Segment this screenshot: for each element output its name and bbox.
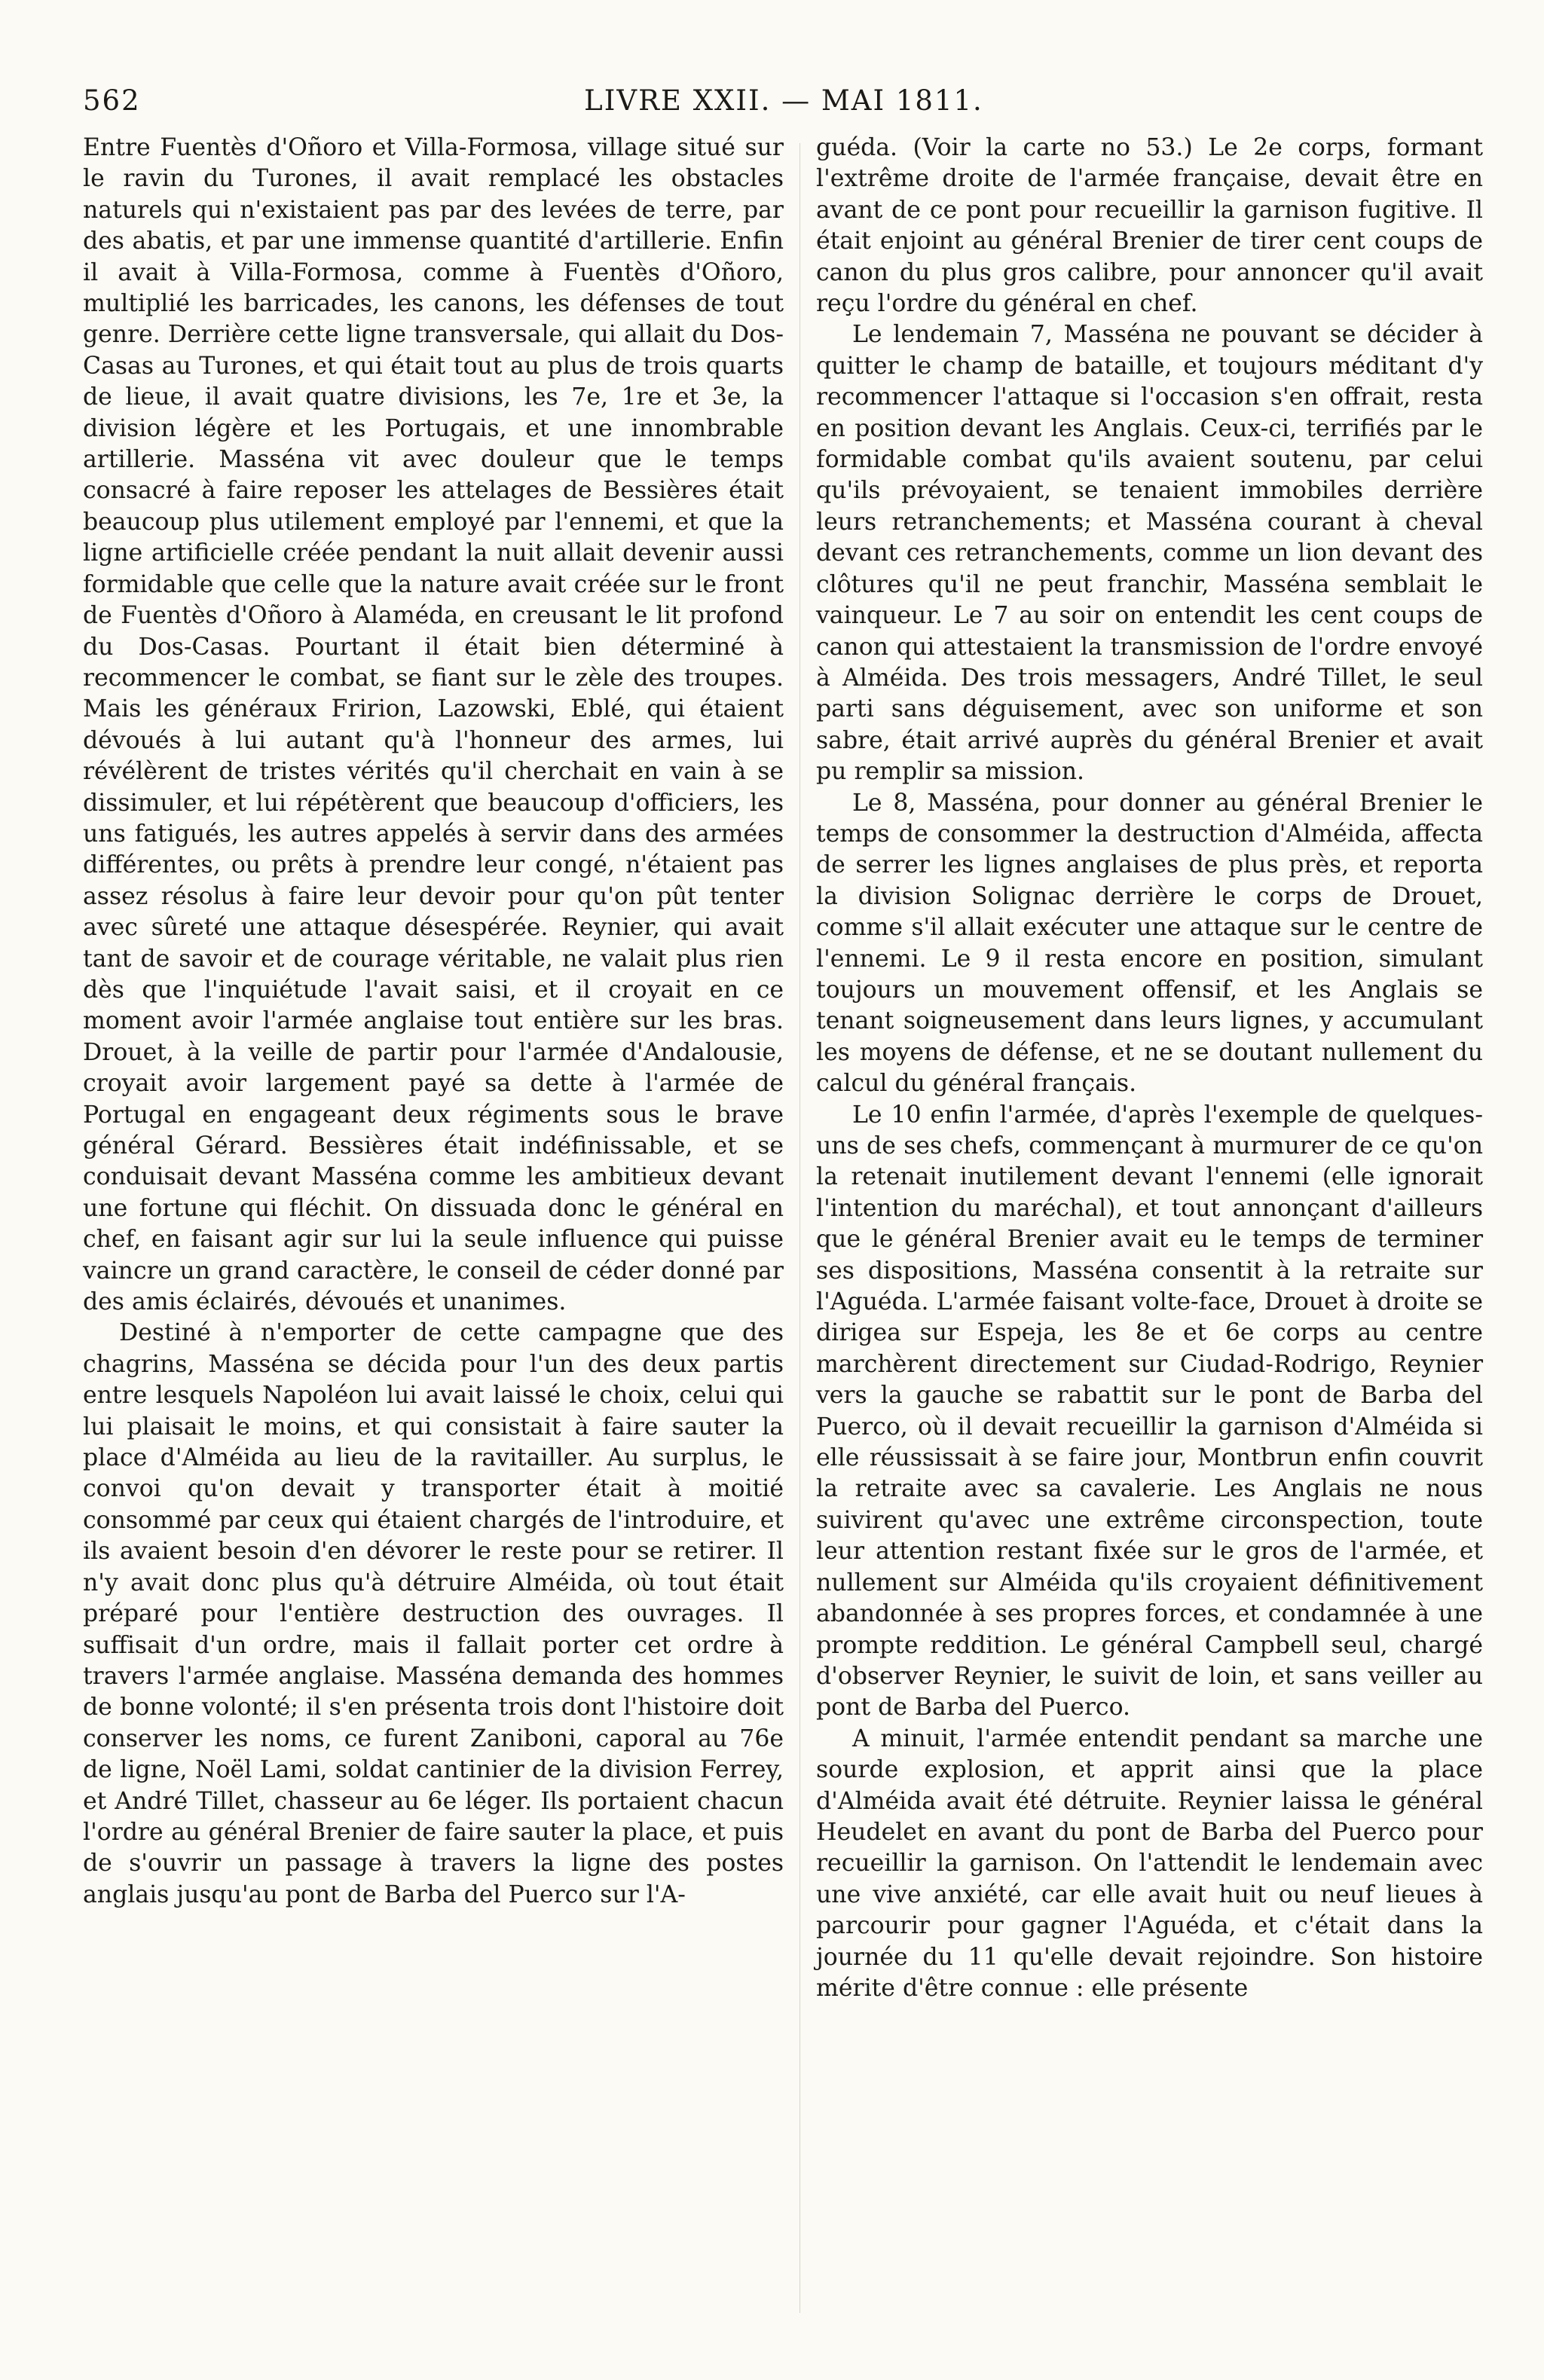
page-number: 562 bbox=[83, 84, 141, 117]
paragraph: Le 8, Masséna, pour donner au général Brenier le temps de consommer la destruction d'Alméida, affecta de serrer les lignes anglaises de plus près, et reporta la division Solignac derrière le corps de Drouet, comme s'il allait exécuter une attaque sur le centre de l'ennemi. Le 9 il resta encore en position, simulant toujours un mouvement offensif, et les Anglais se tenant soigneusement dans leurs lignes, y accumulant les moyens de défense, et ne se doutant nullement du calcul du général français. bbox=[816, 789, 1483, 1098]
paragraph: A minuit, l'armée entendit pendant sa marche une sourde explosion, et apprit ainsi que la place d'Alméida avait été détruite. Reynier laissa le général Heudelet en avant du pont de Barba del Puerco pour recueillir la garnison. On l'attendit le lendemain avec une vive anxiété, car elle avait huit ou neuf lieues à parcourir pour gagner l'Aguéda, et c'était dans la journée du 11 qu'elle devait rejoindre. Son histoire mérite d'être connue : elle présente bbox=[816, 1725, 1483, 2002]
paragraph: guéda. (Voir la carte no 53.) Le 2e corps, formant l'extrême droite de l'armée française, devait être en avant de ce pont pour recueillir la garnison fugitive. Il était enjoint au général Brenier de tirer cent coups de canon du plus gros calibre, pour annoncer qu'il avait reçu l'ordre du général en chef. bbox=[816, 134, 1483, 318]
paragraph: Destiné à n'emporter de cette campagne que des chagrins, Masséna se décida pour l'un des deux partis entre lesquels Napoléon lui avait laissé le choix, celui qui lui plaisait le moins, et qui consistait à faire sauter la place d'Alméida au lieu de la ravitailler. Au surplus, le convoi qu'on devait y transporter était à moitié consommé par ceux qui étaient chargés de l'introduire, et ils avaient besoin d'en dévorer le reste pour se retirer. Il n'y avait donc plus qu'à détruire Alméida, où tout était préparé pour l'entière destruction des ouvrages. Il suffisait d'un ordre, mais il fallait porter cet ordre à travers l'armée anglaise. Masséna demanda des hommes de bonne volonté; il s'en présenta trois dont l'histoire doit conserver les noms, ce furent Zaniboni, caporal au 76e de ligne, Noël Lami, soldat cantinier de la division Ferrey, et André Tillet, chasseur au 6e léger. Ils portaient chacun l'ordre au général Brenier de faire sauter la place, et puis de s'ouvrir un passage à travers la ligne des postes anglais jusqu'au pont de Barba del Puerco sur l'A- bbox=[83, 1319, 784, 1908]
running-title: LIVRE XXII. — MAI 1811. bbox=[584, 84, 983, 117]
page-header bbox=[83, 84, 1484, 130]
left-column bbox=[83, 133, 784, 1911]
paragraph: Le 10 enfin l'armée, d'après l'exemple de quelques-uns de ses chefs, commençant à murmurer de ce qu'on la retenait inutilement devant l'ennemi (elle ignorait l'intention du maréchal), et tout annonçant d'ailleurs que le général Brenier avait eu le temps de terminer ses dispositions, Masséna consentit à la retraite sur l'Aguéda. L'armée faisant volte-face, Drouet à droite se dirigea sur Espeja, les 8e et 6e corps au centre marchèrent directement sur Ciudad-Rodrigo, Reynier vers la gauche se rabattit sur le pont de Barba del Puerco, où il devait recueillir la garnison d'Alméida si elle réussissait à se faire jour, Montbrun enfin couvrit la retraite avec sa cavalerie. Les Anglais ne nous suivirent qu'avec une extrême circonspection, toute leur attention restant fixée sur le gros de l'armée, et nullement sur Alméida qu'ils croyaient définitivement abandonnée à ses propres forces, et condamnée à une prompte reddition. Le général Campbell seul, chargé d'observer Reynier, le suivit de loin, et sans veiller au pont de Barba del Puerco. bbox=[816, 1101, 1483, 1722]
paragraph: Entre Fuentès d'Oñoro et Villa-Formosa, village situé sur le ravin du Turones, il avait remplacé les obstacles naturels qui n'existaient pas par des levées de terre, par des abatis, et par une immense quantité d'artillerie. Enfin il avait à Villa-Formosa, comme à Fuentès d'Oñoro, multiplié les barricades, les canons, les défenses de tout genre. Derrière cette ligne transversale, qui allait du Dos-Casas au Turones, et qui était tout au plus de trois quarts de lieue, il avait quatre divisions, les 7e, 1re et 3e, la division légère et les Portugais, et une innombrable artillerie. Masséna vit avec douleur que le temps consacré à faire reposer les attelages de Bessières était beaucoup plus utilement employé par l'ennemi, et que la ligne artificielle créée pendant la nuit allait devenir aussi formidable que celle que la nature avait créée sur le front de Fuentès d'Oñoro à Alaméda, en creusant le lit profond du Dos-Casas. Pourtant il était bien déterminé à recommencer le combat, se fiant sur le zèle des troupes. Mais les généraux Fririon, Lazowski, Eblé, qui étaient dévoués à lui autant qu'à l'honneur des armes, lui révélèrent de tristes vérités qu'il cherchait en vain à se dissimuler, et lui répétèrent que beaucoup d'officiers, les uns fatigués, les autres appelés à servir dans des armées différentes, ou prêts à prendre leur congé, n'étaient pas assez résolus à faire leur devoir pour qu'on pût tenter avec sûreté une attaque désespérée. Reynier, qui avait tant de savoir et de courage véritable, ne valait plus rien dès que l'inquiétude l'avait saisi, et il croyait en ce moment avoir l'armée anglaise tout entière sur les bras. Drouet, à la veille de partir pour l'armée d'Andalousie, croyait avoir largement payé sa dette à l'armée de Portugal en engageant deux régiments sous le brave général Gérard. Bessières était indéfinissable, et se conduisait devant Masséna comme les ambitieux devant une fortune qui fléchit. On dissuada donc le général en chef, en faisant agir sur lui la seule influence qui puisse vaincre un grand caractère, le conseil de céder donné par des amis éclairés, dévoués et unanimes. bbox=[83, 134, 784, 1316]
right-column bbox=[816, 133, 1483, 2004]
paragraph: Le lendemain 7, Masséna ne pouvant se décider à quitter le champ de bataille, et toujours méditant d'y recommencer l'attaque si l'occasion s'en offrait, resta en position devant les Anglais. Ceux-ci, terrifiés par le formidable combat qu'ils avaient soutenu, par celui qu'ils prévoyaient, se tenaient immobiles derrière leurs retranchements; et Masséna courant à cheval devant ces retranchements, comme un lion devant des clôtures qu'il ne peut franchir, Masséna semblait le vainqueur. Le 7 au soir on entendit les cent coups de canon qui attestaient la transmission de l'ordre envoyé à Alméida. Des trois messagers, André Tillet, le seul parti sans déguisement, avec son uniforme et son sabre, était arrivé auprès du général Brenier et avait pu remplir sa mission. bbox=[816, 321, 1483, 786]
